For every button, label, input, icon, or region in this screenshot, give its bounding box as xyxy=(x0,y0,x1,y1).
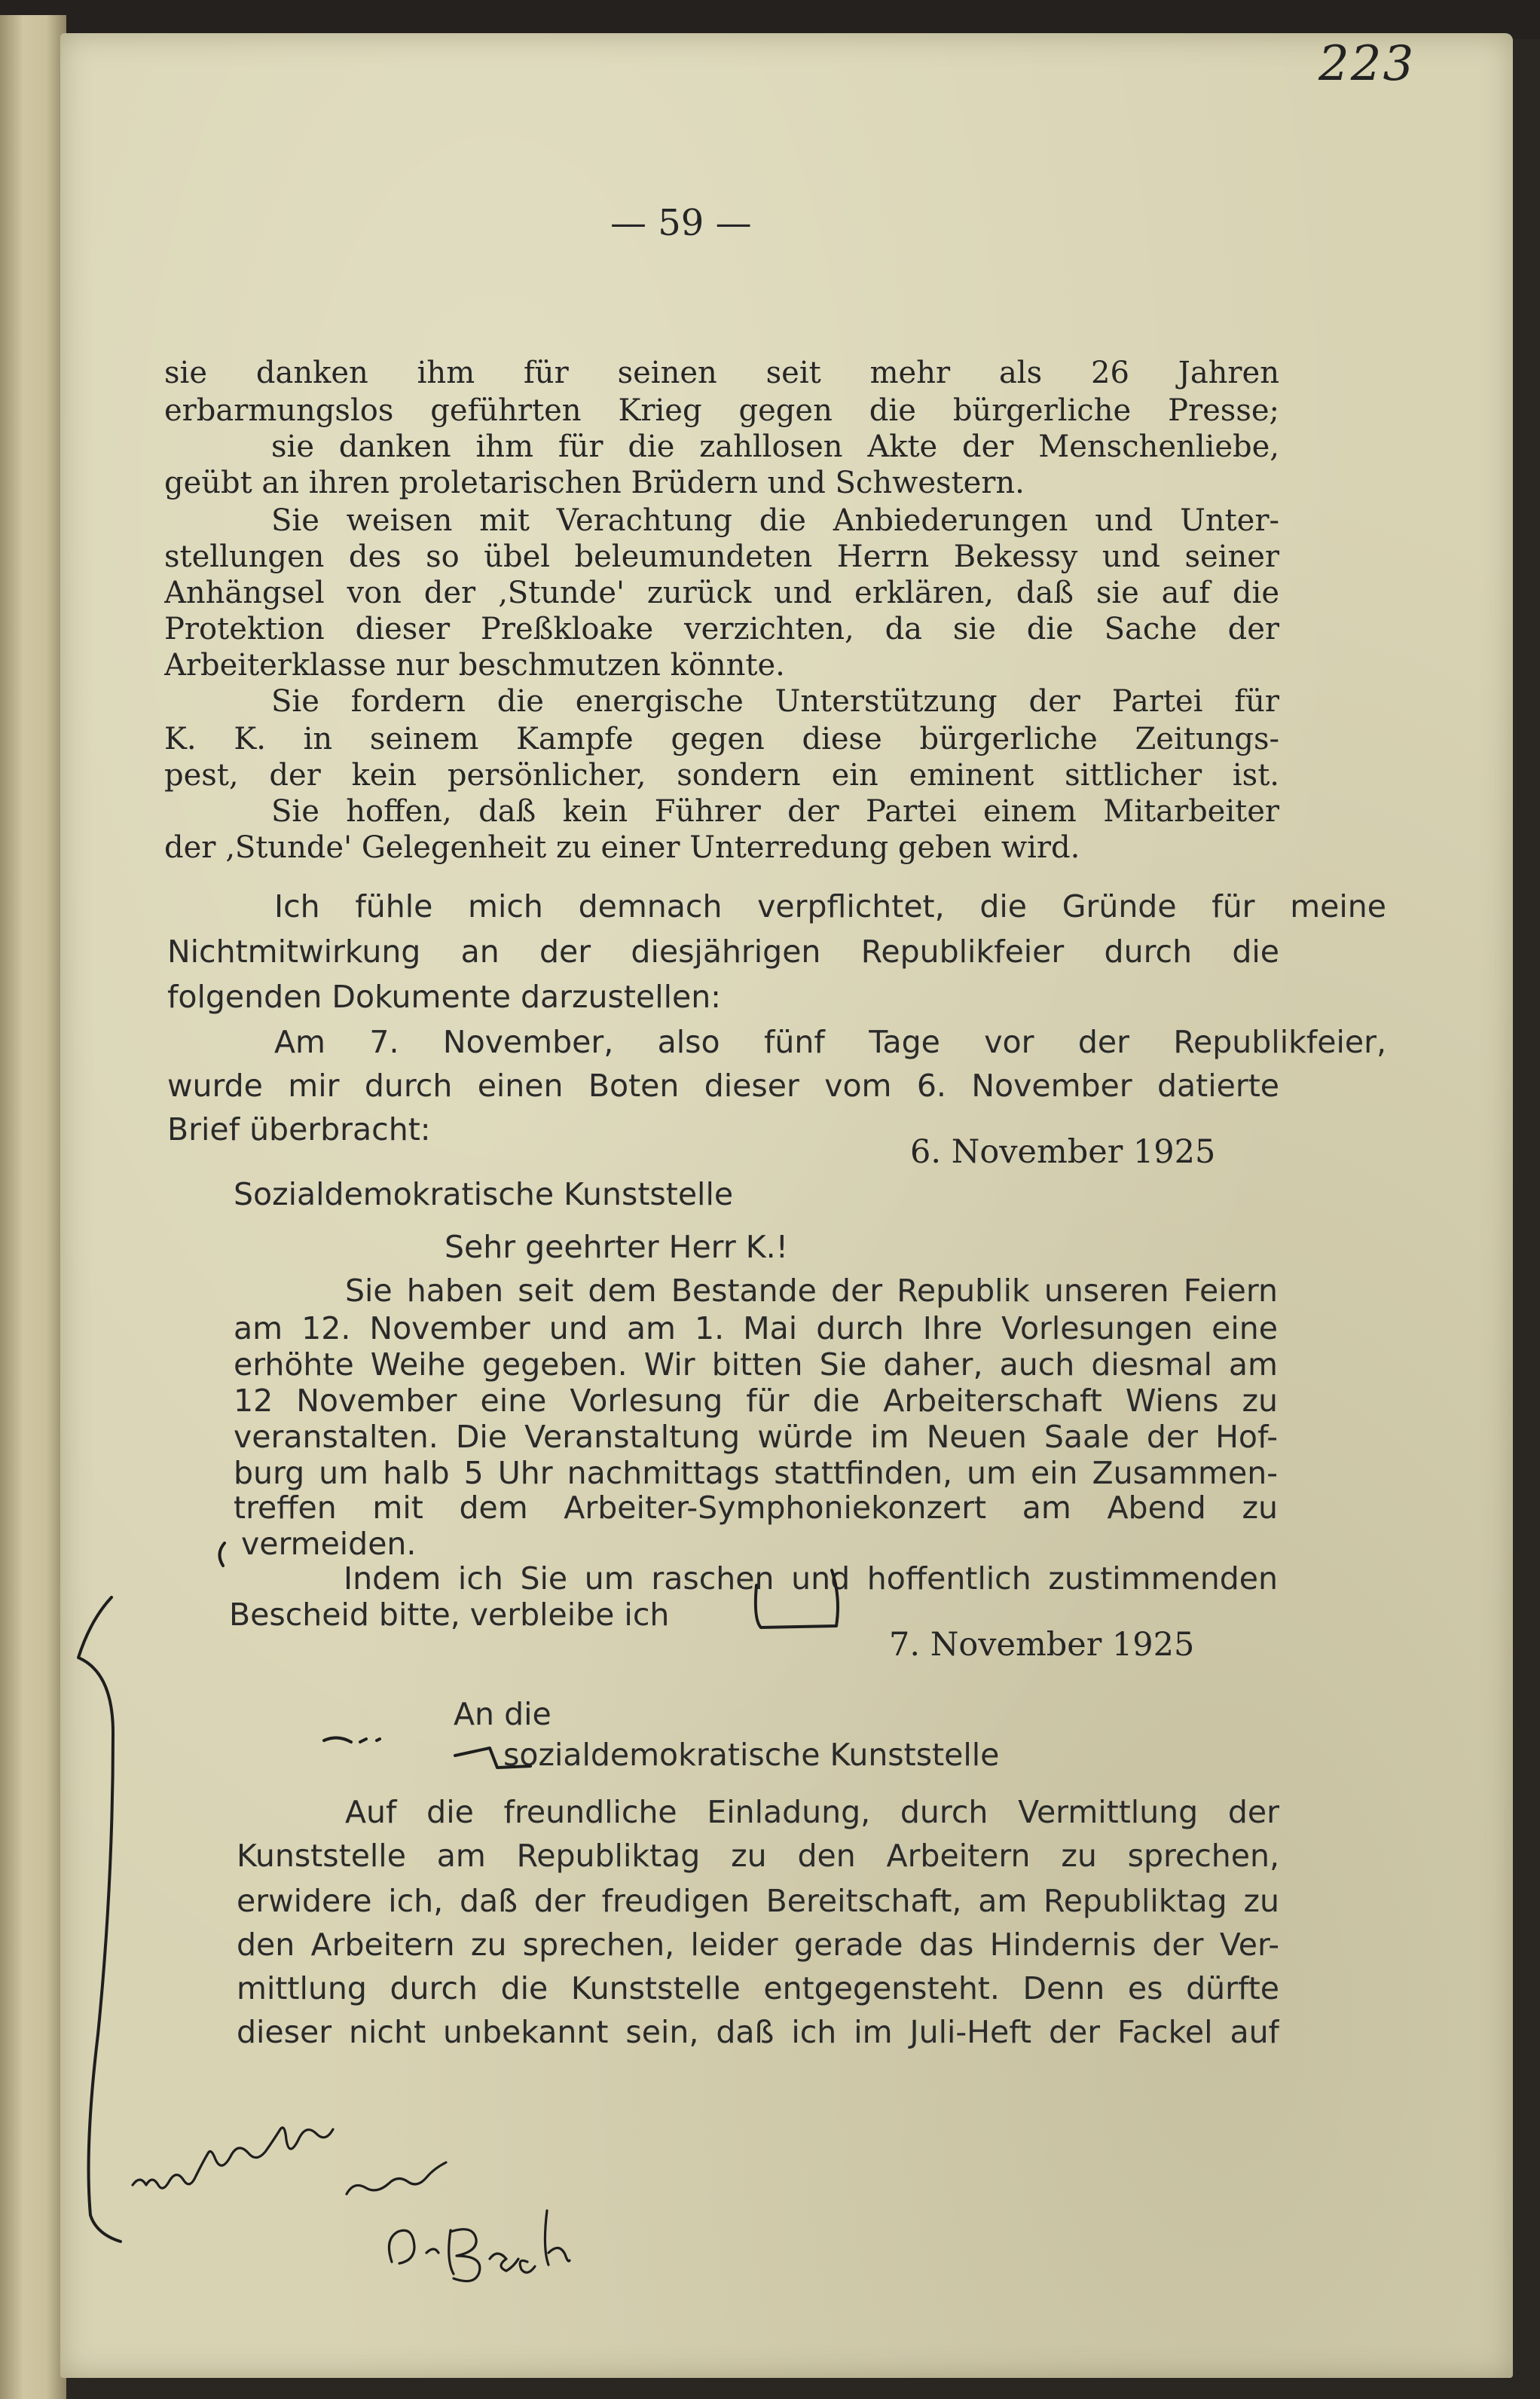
text-line: Protektion dieser Preßkloake verzichten, da sie die Sache der xyxy=(164,612,1279,646)
text-line: Sie fordern die energische Unterstützung der Partei für xyxy=(271,684,1279,719)
text-line: Sie hoffen, daß kein Führer der Partei einem Mitarbeiter xyxy=(271,794,1279,829)
text-line: stellungen des so übel beleumundeten Herrn Bekessy und seiner xyxy=(164,539,1279,574)
text-line: dieser nicht unbekannt sein, daß ich im Juli-Heft der Fackel auf xyxy=(237,2015,1279,2050)
text-line: wurde mir durch einen Boten dieser vom 6. November datierte xyxy=(167,1068,1279,1104)
text-line: K. K. in seinem Kampfe gegen diese bürgerliche Zeitungs- xyxy=(164,722,1279,756)
text-line: Brief überbracht: xyxy=(167,1112,431,1148)
text-line: sie danken ihm für seinen seit mehr als 26 Jahren xyxy=(164,356,1279,390)
text-line: veranstalten. Die Veranstaltung würde im Neuen Saale der Hof- xyxy=(234,1420,1278,1455)
text-line: den Arbeitern zu sprechen, leider gerade das Hindernis der Ver- xyxy=(237,1927,1279,1963)
letter-date: 7. November 1925 xyxy=(889,1626,1195,1664)
letter-sender: Sozialdemokratische Kunststelle xyxy=(234,1177,734,1212)
text-line: Anhängsel von der ‚Stunde' zurück und erklären, daß sie auf die xyxy=(164,576,1279,610)
text-line: mittlung durch die Kunststelle entgegensteht. Denn es dürfte xyxy=(237,1971,1279,2006)
text-line: Ich fühle mich demnach verpflichtet, die Gründe für meine xyxy=(274,889,1386,924)
text-line: Sie weisen mit Verachtung die Anbiederungen und Unter- xyxy=(271,503,1279,538)
text-line: erhöhte Weihe gegeben. Wir bitten Sie daher, auch diesmal am xyxy=(234,1347,1278,1383)
text-line: Bescheid bitte, verbleibe ich xyxy=(229,1597,670,1633)
handwritten-page-number: 223 xyxy=(1318,36,1416,92)
text-line: Am 7. November, also fünf Tage vor der Republikfeier, xyxy=(274,1025,1386,1060)
text-line: am 12. November und am 1. Mai durch Ihre Vorlesungen eine xyxy=(234,1311,1278,1346)
page-number: — 59 — xyxy=(610,202,752,244)
text-line: sie danken ihm für die zahllosen Akte der Menschenliebe, xyxy=(271,429,1279,464)
text-line: vermeiden. xyxy=(241,1526,417,1562)
letter-address: An die xyxy=(454,1697,552,1732)
text-line: erwidere ich, daß der freudigen Bereitschaft, am Republiktag zu xyxy=(237,1884,1279,1919)
text-line: Indem ich Sie um raschen und hoffentlich zustimmenden xyxy=(344,1561,1278,1597)
text-line: Auf die freundliche Einladung, durch Vermittlung der xyxy=(345,1795,1279,1830)
letter-date: 6. November 1925 xyxy=(910,1133,1216,1171)
text-line: Sie haben seit dem Bestande der Republik unseren Feiern xyxy=(345,1273,1278,1309)
text-line: burg um halb 5 Uhr nachmittags stattfinden, um ein Zusammen- xyxy=(234,1456,1278,1491)
text-line: treffen mit dem Arbeiter-Symphoniekonzert am Abend zu xyxy=(234,1490,1278,1526)
letter-salutation: Sehr geehrter Herr K.! xyxy=(445,1230,789,1265)
text-line: pest, der kein persönlicher, sondern ein eminent sittlicher ist. xyxy=(164,758,1279,793)
text-line: geübt an ihren proletarischen Brüdern und Schwestern. xyxy=(164,466,1025,500)
text-line: Nichtmitwirkung an der diesjährigen Republikfeier durch die xyxy=(167,934,1279,970)
letter-address: sozialdemokratische Kunststelle xyxy=(503,1737,1000,1773)
text-line: Kunststelle am Republiktag zu den Arbeitern zu sprechen, xyxy=(237,1838,1279,1874)
text-line: der ‚Stunde' Gelegenheit zu einer Unterredung geben wird. xyxy=(164,830,1080,865)
text-line: erbarmungslos geführten Krieg gegen die bürgerliche Presse; xyxy=(164,393,1279,428)
text-line: folgenden Dokumente darzustellen: xyxy=(167,979,721,1015)
text-line: 12 November eine Vorlesung für die Arbeiterschaft Wiens zu xyxy=(234,1383,1278,1419)
text-line: Arbeiterklasse nur beschmutzen könnte. xyxy=(164,648,785,683)
previous-page-edge xyxy=(0,15,66,2399)
